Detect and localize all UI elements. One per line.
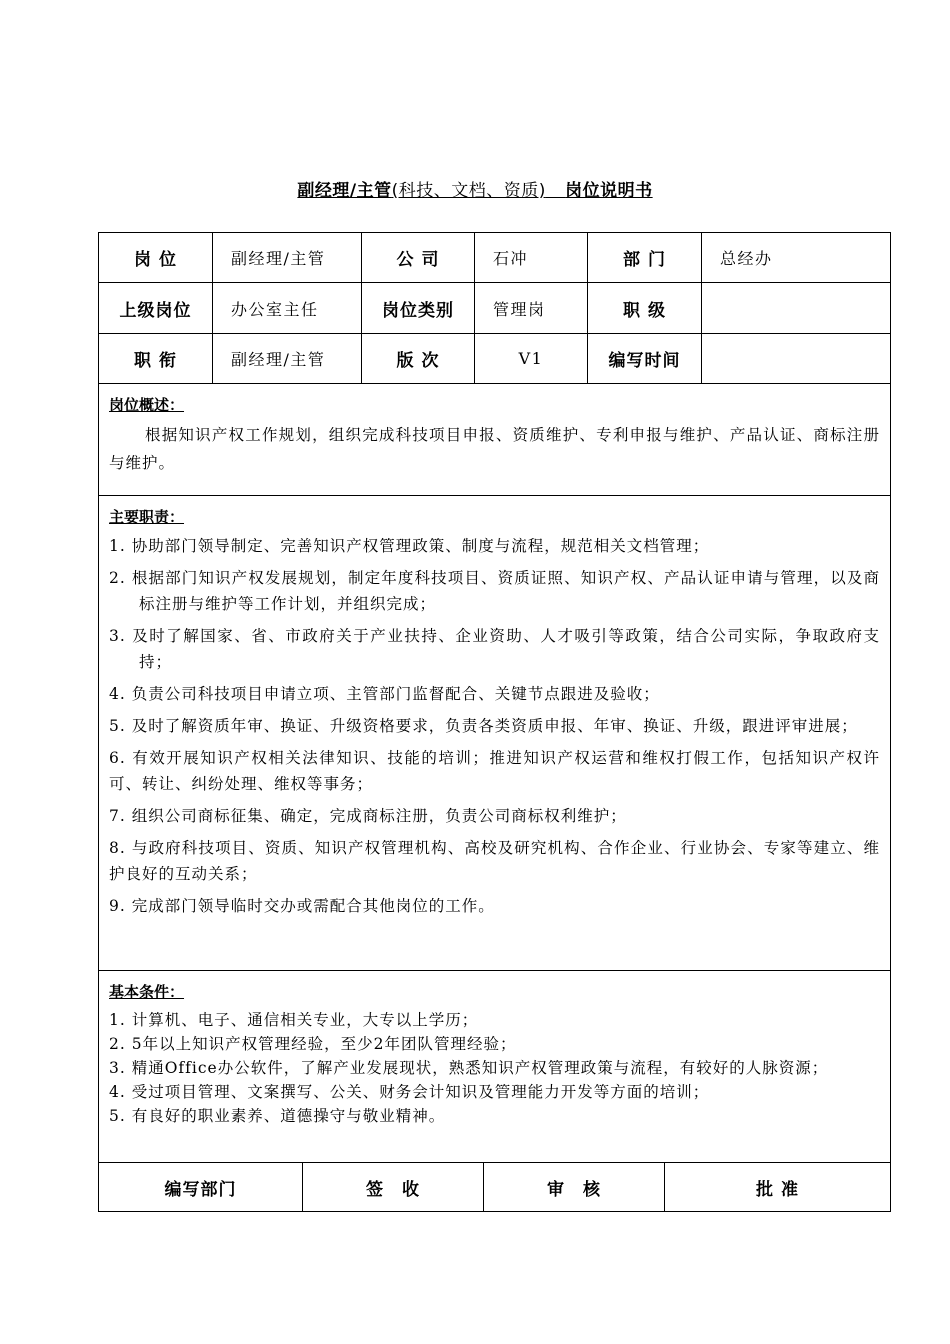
value-position: 副经理/主管	[213, 233, 362, 282]
duty-item: 3. 及时了解国家、省、市政府关于产业扶持、企业资助、人才吸引等政策，结合公司实际，争取政府支持；	[109, 627, 880, 671]
title-gap	[546, 181, 565, 201]
job-description-table	[98, 232, 891, 1212]
duty-item: 4. 负责公司科技项目申请立项、主管部门监督配合、关键节点跟进及验收；	[109, 685, 660, 703]
value-version: V1	[475, 334, 588, 383]
document-title	[0, 176, 950, 201]
value-write-date	[702, 334, 890, 383]
signoff-row	[99, 1163, 890, 1211]
duty-item: 1. 协助部门领导制定、完善知识产权管理政策、制度与流程，规范相关文档管理；	[109, 537, 710, 555]
label-write-date: 编写时间	[588, 334, 702, 383]
info-row-3	[99, 334, 890, 384]
value-title: 副经理/主管	[213, 334, 362, 383]
value-category: 管理岗	[475, 283, 588, 333]
condition-item: 3. 精通Office办公软件，了解产业发展现状，熟悉知识产权管理政策与流程，有较好的人脉资源；	[109, 1059, 829, 1077]
label-version: 版 次	[362, 334, 475, 383]
duty-item: 9. 完成部门领导临时交办或需配合其他岗位的工作。	[109, 897, 495, 915]
overview-text: 根据知识产权工作规划，组织完成科技项目申报、资质维护、专利申报与维护、产品认证、商标注册与维护。	[109, 426, 880, 472]
duties-heading: 主要职责：	[109, 508, 185, 526]
signoff-prepared-dept: 编写部门	[99, 1163, 303, 1211]
duty-item: 5. 及时了解资质年审、换证、升级资格要求，负责各类资质申报、年审、换证、升级，跟进评审进展；	[109, 717, 858, 735]
title-role: 副经理/主管	[297, 181, 392, 201]
condition-item: 1. 计算机、电子、通信相关专业，大专以上学历；	[109, 1011, 479, 1029]
conditions-section	[99, 971, 890, 1163]
duty-item: 2. 根据部门知识产权发展规划，制定年度科技项目、资质证照、知识产权、产品认证申请与管理，以及商标注册与维护等工作计划，并组织完成；	[109, 569, 880, 613]
signoff-reviewed: 审 核	[484, 1163, 665, 1211]
label-rank: 职 级	[588, 283, 702, 333]
label-title: 职 衔	[99, 334, 213, 383]
label-position: 岗 位	[99, 233, 213, 282]
overview-heading: 岗位概述：	[109, 396, 185, 414]
overview-section	[99, 384, 890, 496]
conditions-heading: 基本条件：	[109, 983, 185, 1001]
duty-item: 7. 组织公司商标征集、确定，完成商标注册，负责公司商标权利维护；	[109, 807, 627, 825]
title-doc-type: 岗位说明书	[565, 181, 653, 201]
info-row-1	[99, 233, 890, 283]
signoff-received: 签 收	[303, 1163, 484, 1211]
duty-item: 8. 与政府科技项目、资质、知识产权管理机构、高校及研究机构、合作企业、行业协会、专家等建立、维护良好的互动关系；	[109, 839, 880, 883]
value-rank	[702, 283, 890, 333]
condition-item: 2. 5年以上知识产权管理经验，至少2年团队管理经验；	[109, 1035, 517, 1053]
value-superior: 办公室主任	[213, 283, 362, 333]
label-company: 公 司	[362, 233, 475, 282]
value-company: 石冲	[475, 233, 588, 282]
info-row-2	[99, 283, 890, 334]
label-category: 岗位类别	[362, 283, 475, 333]
label-superior: 上级岗位	[99, 283, 213, 333]
signoff-approved: 批 准	[756, 1179, 799, 1200]
duties-section	[99, 496, 890, 971]
duty-item: 6. 有效开展知识产权相关法律知识、技能的培训；推进知识产权运营和维权打假工作，包括知识产权许可、转让、纠纷处理、维权等事务；	[109, 749, 880, 793]
label-department: 部 门	[588, 233, 702, 282]
condition-item: 4. 受过项目管理、文案撰写、公关、财务会计知识及管理能力开发等方面的培训；	[109, 1083, 710, 1101]
title-scope: (科技、文档、资质)	[391, 181, 546, 201]
condition-item: 5. 有良好的职业素养、道德操守与敬业精神。	[109, 1107, 446, 1125]
value-department: 总经办	[720, 249, 773, 268]
